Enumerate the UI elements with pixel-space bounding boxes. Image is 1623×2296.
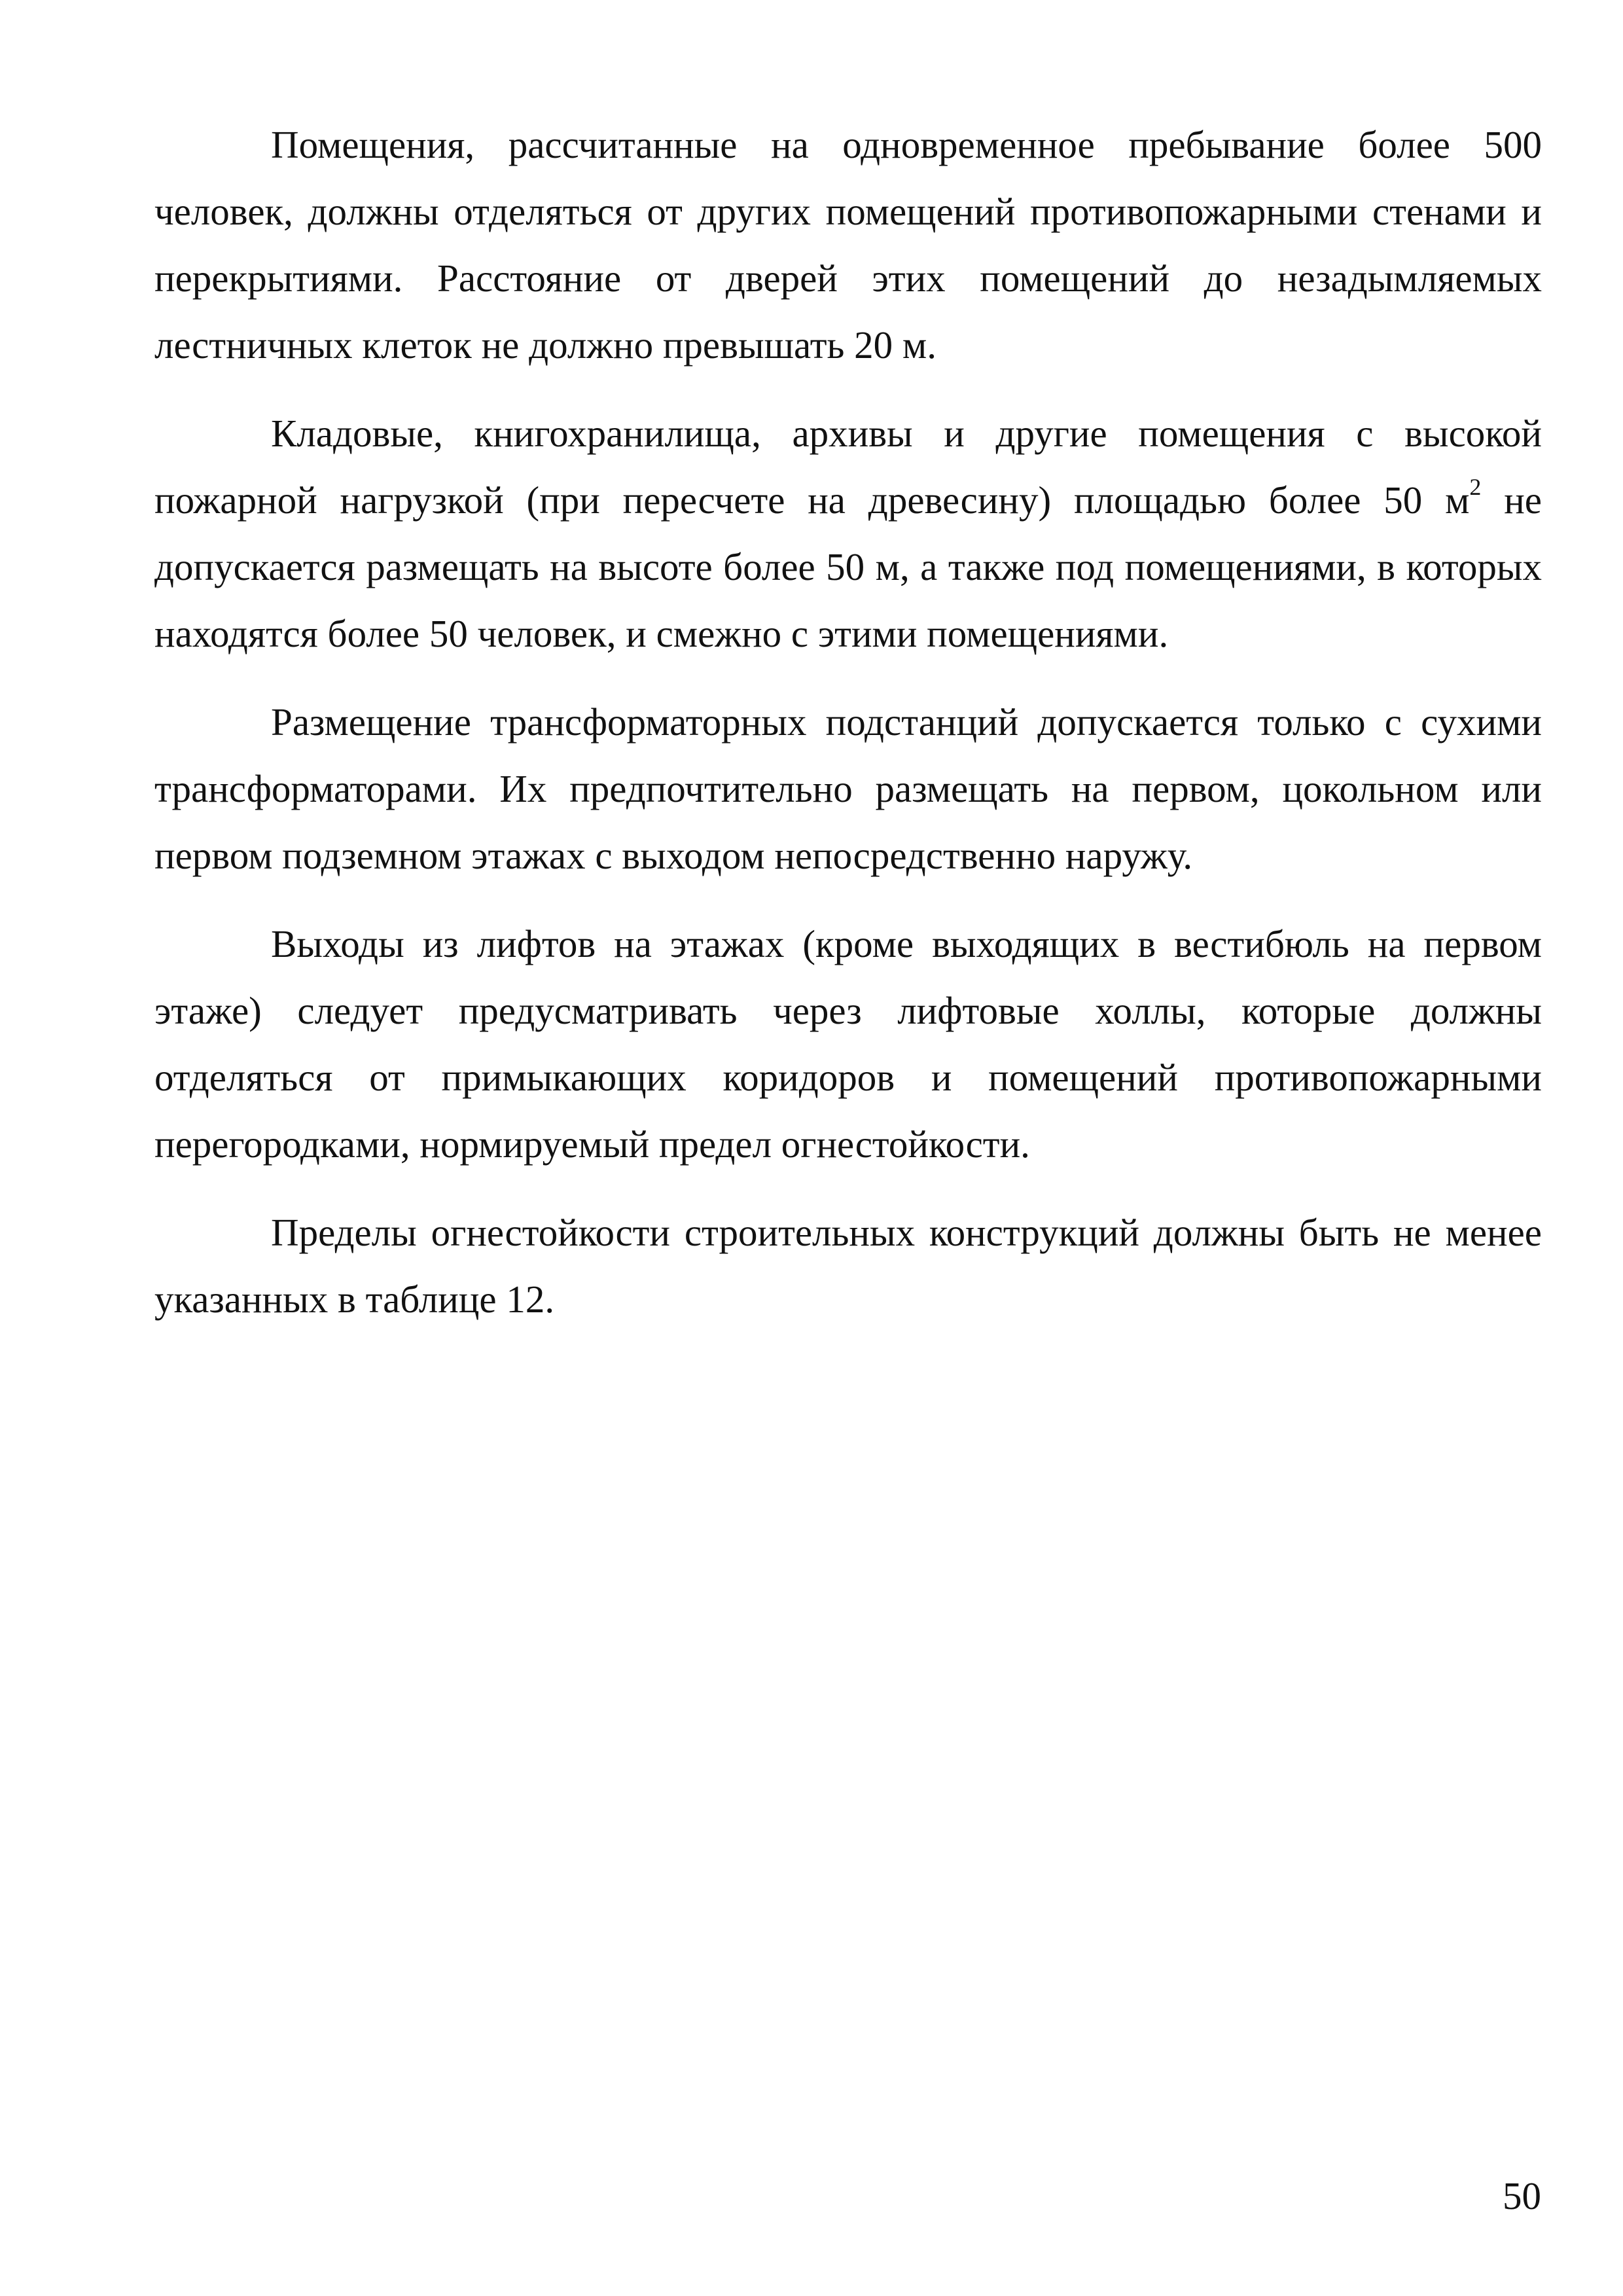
paragraph-large-occupancy-rooms: Помещения, рассчитанные на одновременное пребывание более 500 человек, должны отделяться от других помещений противопожарными стенами и перекрытиями. Расстояние от дверей этих помещений до незадымляемых лестничных клеток не должно превышать 20 м. [154, 123, 1542, 367]
paragraph-storage-rooms [154, 400, 1542, 667]
paragraph-storage-rooms-text-after: не допускается размещать на высоте более 50 м, а также под помещениями, в которых находятся более 50 человек, и смежно с этими помещениями. [154, 478, 1542, 655]
body-text [154, 111, 1542, 1354]
paragraph-fire-resistance-limits: Пределы огнестойкости строительных конструкций должны быть не менее указанных в таблице 12. [154, 1211, 1542, 1321]
paragraph-transformer-substations: Размещение трансформаторных подстанций допускается только с сухими трансформаторами. Их предпочтительно размещать на первом, цокольном или первом подземном этажах с выходом непосредственно наружу. [154, 700, 1542, 877]
paragraph-storage-rooms-text-before: Кладовые, книгохранилища, архивы и другие помещения с высокой пожарной нагрузкой (при пересчете на древесину) площадью более 50 м [154, 412, 1542, 522]
paragraph-elevator-exits: Выходы из лифтов на этажах (кроме выходящих в вестибюль на первом этаже) следует предусматривать через лифтовые холлы, которые должны отделяться от примыкающих коридоров и помещений противопожарными перегородками, нормируемый предел огнестойкости. [154, 922, 1542, 1166]
page-number: 50 [1503, 2174, 1541, 2217]
square-meter-superscript: 2 [1469, 474, 1482, 500]
